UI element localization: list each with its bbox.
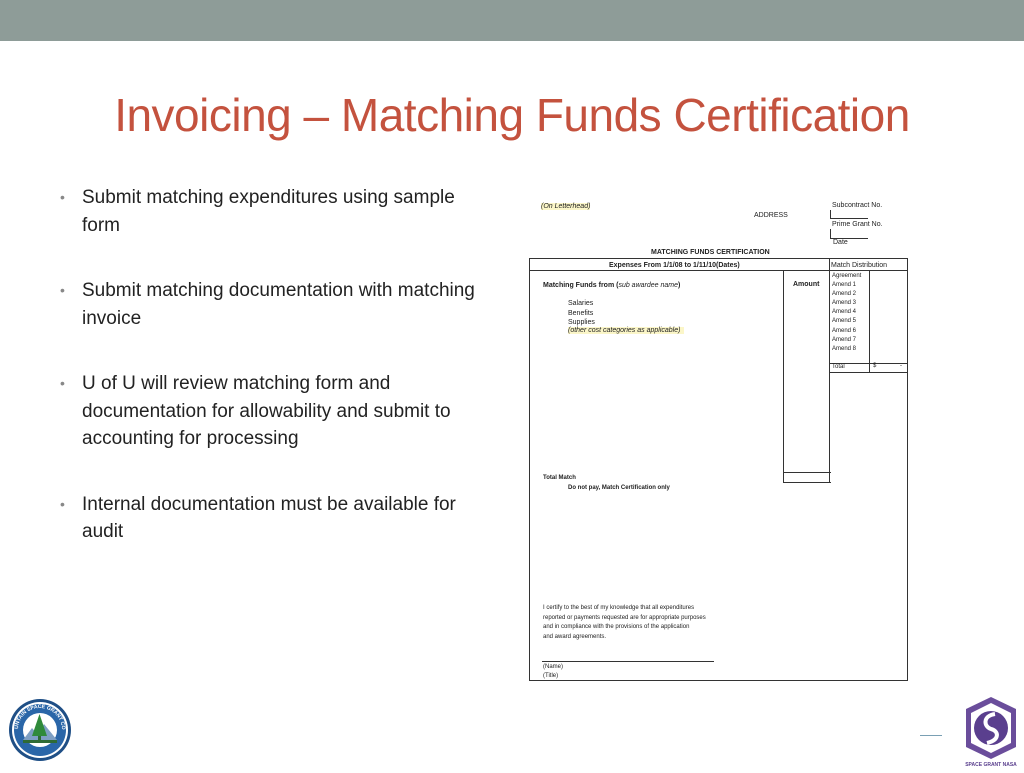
match-distribution-label: Match Distribution (831, 262, 888, 269)
total-currency: $ (873, 363, 877, 369)
total-value: - (900, 363, 902, 369)
nasa-space-grant-logo (962, 695, 1020, 768)
letterhead-label: (On Letterhead) (541, 203, 591, 210)
certification-text: I certify to the best of my knowledge that all expenditures reported or payments requested are for appropriate purposes and in compliance with the provisions of the application and award agreements. (543, 605, 706, 640)
distribution-list: Agreement Amend 1 Amend 2 Amend 3 Amend 4 Amend 5 Amend 6 Amend 7 Amend 8 (832, 273, 862, 352)
bullet-icon: • (60, 495, 65, 512)
matching-funds-form-image (527, 193, 912, 683)
total-label: Total (832, 364, 845, 370)
total-match-label: Total Match (543, 475, 576, 481)
subcontract-label: Subcontract No. (832, 202, 883, 209)
bullet-item: • Internal documentation must be available for audit (60, 491, 480, 546)
amount-label: Amount (793, 281, 820, 288)
expenses-header: Expenses From 1/1/08 to 1/11/10(Dates) (609, 262, 740, 269)
matching-funds-from: Matching Funds from (sub awardee name) (543, 282, 681, 289)
svg-text:SPACE GRANT NASA: SPACE GRANT NASA (965, 762, 1017, 768)
rocky-mountain-space-grant-logo (8, 698, 72, 762)
bullet-icon: • (60, 375, 65, 391)
bullet-item: • Submit matching documentation with matching invoice (60, 277, 480, 332)
svg-text:ROCKY MOUNTAIN SPACE GRANT CON: UNTAIN SPACE GRANT CO (13, 703, 67, 731)
date-label: Date (833, 239, 848, 246)
bullet-list (60, 184, 480, 584)
expense-categories: Salaries Benefits Supplies (568, 300, 595, 326)
form-heading: MATCHING FUNDS CERTIFICATION (651, 249, 770, 256)
slide-title: Invoicing – Matching Funds Certification (114, 89, 910, 141)
prime-grant-label: Prime Grant No. (832, 221, 883, 228)
other-categories: (other cost categories as applicable) (568, 327, 684, 334)
name-label: (Name) (543, 664, 564, 670)
bullet-item: • Submit matching expenditures using sample form (60, 184, 480, 239)
do-not-pay-note: Do not pay, Match Certification only (568, 485, 670, 491)
address-label: ADDRESS (754, 212, 788, 219)
bullet-item: • U of U will review matching form and documentation for allowability and submit to accounting for processing (60, 370, 480, 453)
bullet-icon: • (60, 189, 65, 205)
top-bar (0, 0, 1024, 41)
decorative-line (920, 735, 942, 736)
bullet-icon: • (60, 282, 65, 298)
title-label: (Title) (543, 673, 559, 679)
